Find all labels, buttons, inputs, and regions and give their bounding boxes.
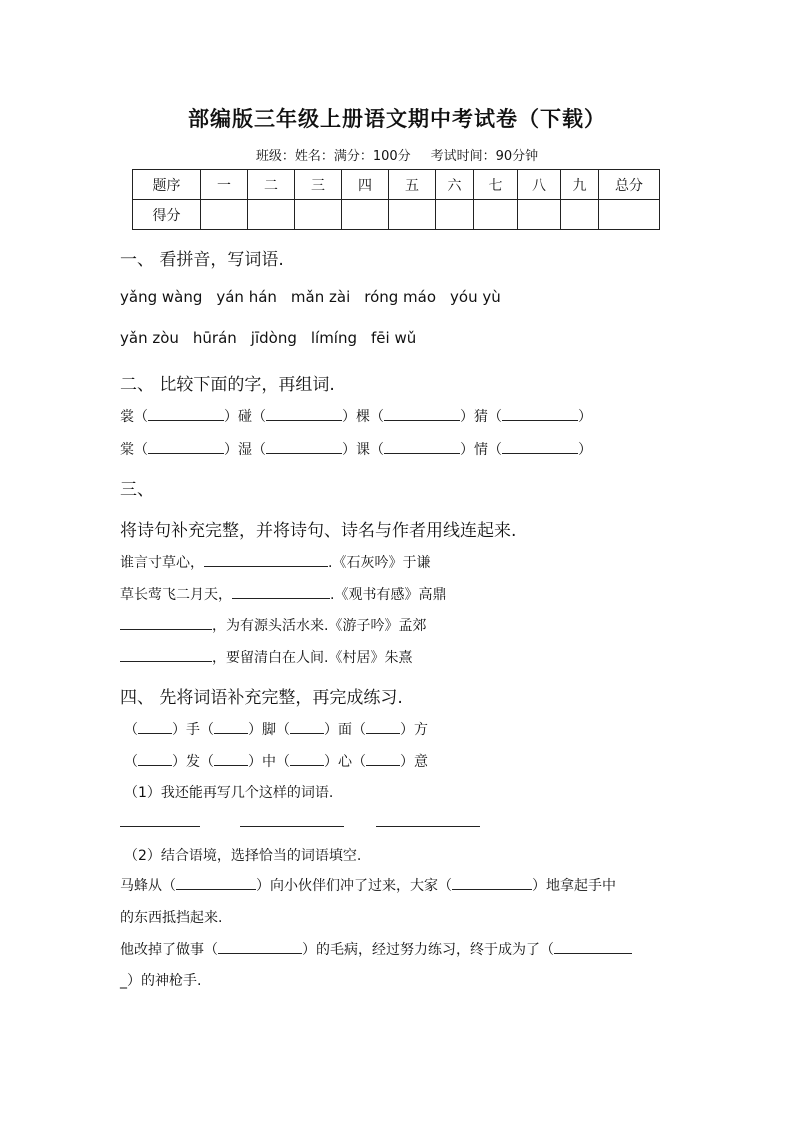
score-table-row-label: 得分 <box>133 200 201 230</box>
sentence-1-line-1 <box>120 875 616 895</box>
score-cell[interactable] <box>436 200 474 230</box>
idiom-char: 心 <box>338 754 352 770</box>
exam-info <box>0 145 794 164</box>
answer-blank[interactable] <box>384 439 460 454</box>
sentence-1-line-2: 的东西抵挡起来. <box>120 910 223 926</box>
answer-blank[interactable] <box>452 875 532 890</box>
question-1: （1）我还能再写几个这样的词语. <box>124 785 334 801</box>
score-cell[interactable] <box>248 200 295 230</box>
poem-line-4 <box>120 647 412 667</box>
sentence-2-line-2: _）的神枪手. <box>120 973 202 989</box>
sentence-text: 他改掉了做事（ <box>120 942 218 958</box>
score-table-header-cell: 总分 <box>599 170 660 200</box>
pinyin-word: hūrán <box>192 329 237 347</box>
section3-heading: 将诗句补充完整，并将诗句、诗名与作者用线连起来. <box>120 521 517 541</box>
pinyin-word: yǎng wàng <box>120 288 203 306</box>
sentence-text: ）地拿起手中 <box>532 878 616 894</box>
score-table-header-cell: 三 <box>295 170 342 200</box>
score-table-header-cell: 五 <box>389 170 436 200</box>
answer-blank[interactable] <box>502 439 578 454</box>
score-table-header-cell: 七 <box>474 170 518 200</box>
answer-blank[interactable] <box>148 439 224 454</box>
idiom-char: 脚 <box>262 722 276 738</box>
answer-blank[interactable] <box>218 939 302 954</box>
compare-char: 湿 <box>238 442 252 458</box>
score-cell[interactable] <box>518 200 561 230</box>
poem-text: ，为有源头活水来.《游子吟》孟郊 <box>212 618 427 634</box>
pinyin-line-1 <box>120 288 515 306</box>
sentence-text: ）的毛病，经过努力练习，终于成为了（ <box>302 942 554 958</box>
poem-line-1 <box>120 552 430 572</box>
poem-text: 谁言寸草心， <box>120 555 204 571</box>
poem-text: .《石灰吟》于谦 <box>328 555 431 571</box>
poem-text: .《观书有感》高鼎 <box>330 587 447 603</box>
pinyin-word: yǎn zòu <box>120 329 179 347</box>
compare-char: 猜 <box>474 409 488 425</box>
section2-heading: 二、 比较下面的字，再组词. <box>120 375 335 395</box>
score-table-header-cell: 九 <box>561 170 599 200</box>
answer-blank[interactable] <box>138 719 172 734</box>
compare-char: 棠 <box>120 442 134 458</box>
score-table-header-cell: 二 <box>248 170 295 200</box>
score-cell[interactable] <box>201 200 248 230</box>
score-table-header-cell: 四 <box>342 170 389 200</box>
compare-char: 课 <box>356 442 370 458</box>
pinyin-word: yóu yù <box>450 288 501 306</box>
answer-blank[interactable] <box>214 751 248 766</box>
section4-heading: 四、 先将词语补充完整，再完成练习. <box>120 688 403 708</box>
idiom-char: 中 <box>262 754 276 770</box>
idiom-row-1: （ ）手（ ）脚（ ）面（ ）方 <box>124 719 428 739</box>
compare-row-1: 裳（ ）碰（ ）棵（ ）猜（ ） <box>120 406 592 426</box>
answer-blank[interactable] <box>366 751 400 766</box>
exam-info-time: 考试时间：90分钟 <box>430 149 539 164</box>
compare-char: 裳 <box>120 409 134 425</box>
pinyin-line-2 <box>120 329 430 347</box>
score-table-header-cell: 题序 <box>133 170 201 200</box>
pinyin-word: jīdòng <box>250 329 297 347</box>
sentence-text: ）向小伙伴们冲了过来，大家（ <box>256 878 452 894</box>
answer-blank[interactable] <box>366 719 400 734</box>
poem-text: 草长莺飞二月天， <box>120 587 232 603</box>
pinyin-word: róng máo <box>364 288 437 306</box>
section3-number: 三、 <box>120 480 154 500</box>
answer-line[interactable] <box>120 826 200 827</box>
answer-blank[interactable] <box>384 406 460 421</box>
poem-text: ，要留清白在人间.《村居》朱熹 <box>212 650 413 666</box>
score-table-score-row <box>133 200 660 230</box>
answer-line[interactable] <box>240 826 344 827</box>
score-cell[interactable] <box>389 200 436 230</box>
score-cell[interactable] <box>599 200 660 230</box>
poem-line-2 <box>120 584 446 604</box>
compare-row-2: 棠（ ）湿（ ）课（ ）情（ ） <box>120 439 592 459</box>
section1-heading: 一、 看拼音，写词语. <box>120 250 284 270</box>
answer-blank[interactable] <box>120 647 212 662</box>
score-table-header-cell: 一 <box>201 170 248 200</box>
idiom-char: 方 <box>414 722 428 738</box>
answer-blank[interactable] <box>290 751 324 766</box>
score-table-header-row <box>133 170 660 200</box>
poem-line-3 <box>120 615 426 635</box>
compare-char: 情 <box>474 442 488 458</box>
idiom-row-2: （ ）发（ ）中（ ）心（ ）意 <box>124 751 428 771</box>
idiom-char: 意 <box>414 754 428 770</box>
pinyin-word: fēi wǔ <box>371 329 417 347</box>
answer-line[interactable] <box>376 826 480 827</box>
score-cell[interactable] <box>342 200 389 230</box>
idiom-char: 手 <box>186 722 200 738</box>
score-table <box>132 169 660 230</box>
answer-blank[interactable] <box>290 719 324 734</box>
answer-blank[interactable] <box>204 552 328 567</box>
answer-blank[interactable] <box>554 939 632 954</box>
answer-blank[interactable] <box>266 439 342 454</box>
pinyin-word: yán hán <box>216 288 277 306</box>
sentence-text: 马蜂从（ <box>120 878 176 894</box>
exam-info-class-name-score: 班级：姓名：满分：100分 <box>255 149 411 164</box>
question-2: （2）结合语境，选择恰当的词语填空. <box>124 848 362 864</box>
score-cell[interactable] <box>295 200 342 230</box>
score-table-header-cell: 八 <box>518 170 561 200</box>
pinyin-word: límíng <box>310 329 358 347</box>
page-title: 部编版三年级上册语文期中考试卷（下载） <box>188 106 606 131</box>
score-cell[interactable] <box>474 200 518 230</box>
compare-char: 碰 <box>238 409 252 425</box>
answer-blank[interactable] <box>176 875 256 890</box>
answer-blank[interactable] <box>214 719 248 734</box>
score-table-header-cell: 六 <box>436 170 474 200</box>
idiom-char: 面 <box>338 722 352 738</box>
compare-char: 棵 <box>356 409 370 425</box>
answer-blank[interactable] <box>138 751 172 766</box>
sentence-2-line-1 <box>120 939 632 959</box>
answer-blank[interactable] <box>266 406 342 421</box>
answer-blank[interactable] <box>502 406 578 421</box>
answer-blank[interactable] <box>232 584 330 599</box>
answer-blank[interactable] <box>120 615 212 630</box>
idiom-char: 发 <box>186 754 200 770</box>
answer-blank[interactable] <box>148 406 224 421</box>
score-cell[interactable] <box>561 200 599 230</box>
pinyin-word: mǎn zài <box>290 288 351 306</box>
